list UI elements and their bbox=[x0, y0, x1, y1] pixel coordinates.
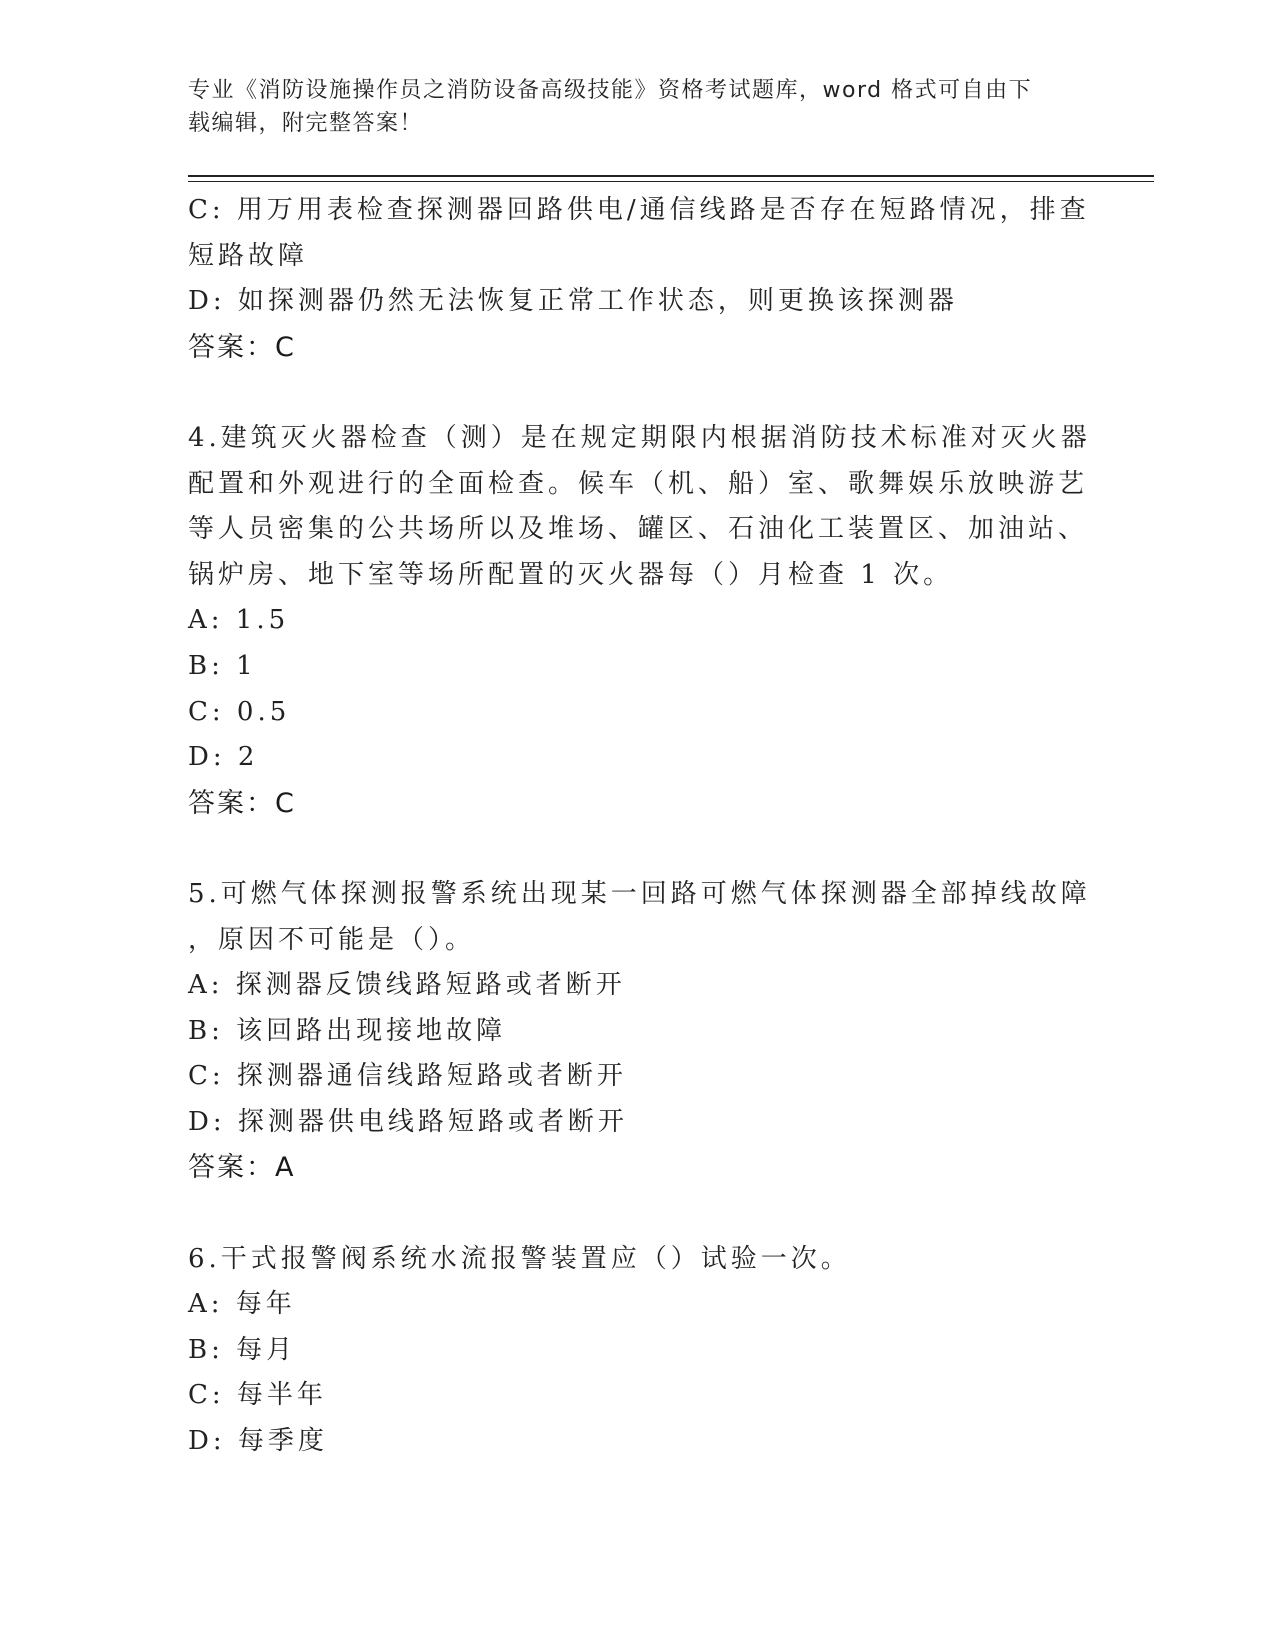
q4-stem-line-2: 配置和外观进行的全面检查。候车（机、船）室、歌舞娱乐放映游艺 bbox=[188, 468, 1089, 499]
q4-stem-line-1: 4.建筑灭火器检查（测）是在规定期限内根据消防技术标准对灭火器 bbox=[188, 422, 1091, 453]
prev-option-c-line-2: 短路故障 bbox=[188, 240, 309, 271]
q6-stem-line-1: 6.干式报警阀系统水流报警装置应（）试验一次。 bbox=[188, 1243, 851, 1274]
question-content bbox=[188, 188, 1091, 1465]
q4-stem-line-4: 锅炉房、地下室等场所配置的灭火器每（）月检查 1 次。 bbox=[188, 559, 954, 590]
q4-option-a: A: 1.5 bbox=[188, 605, 290, 636]
q4-option-c: C: 0.5 bbox=[188, 696, 291, 727]
q4-option-d: D: 2 bbox=[188, 742, 259, 773]
q4-stem-line-3: 等人员密集的公共场所以及堆场、罐区、石油化工装置区、加油站、 bbox=[188, 514, 1089, 545]
q6-option-c: C: 每半年 bbox=[188, 1380, 327, 1411]
header-divider-thin bbox=[188, 181, 1154, 182]
q5-option-b: B: 该回路出现接地故障 bbox=[188, 1015, 507, 1046]
document-header bbox=[188, 74, 1068, 140]
q5-option-a: A: 探测器反馈线路短路或者断开 bbox=[188, 970, 626, 1001]
q6-option-a: A: 每年 bbox=[188, 1289, 296, 1320]
q5-option-d: D: 探测器供电线路短路或者断开 bbox=[188, 1106, 628, 1137]
header-line-1: 专业《消防设施操作员之消防设备高级技能》资格考试题库，word 格式可自由下 bbox=[188, 78, 1033, 103]
q5-answer: 答案：A bbox=[188, 1152, 296, 1184]
spacer bbox=[188, 1191, 1068, 1237]
header-line-2: 载编辑，附完整答案！ bbox=[188, 111, 424, 136]
q5-stem-line-1: 5.可燃气体探测报警系统出现某一回路可燃气体探测器全部掉线故障 bbox=[188, 878, 1091, 909]
header-divider-thick bbox=[188, 175, 1154, 177]
q4-answer: 答案：C bbox=[188, 787, 296, 819]
prev-option-c-line-1: C: 用万用表检查探测器回路供电/通信线路是否存在短路情况，排查 bbox=[188, 195, 1090, 225]
spacer bbox=[188, 826, 1068, 872]
q6-option-b: B: 每月 bbox=[188, 1334, 297, 1365]
q5-option-c: C: 探测器通信线路短路或者断开 bbox=[188, 1061, 627, 1092]
q6-option-d: D: 每季度 bbox=[188, 1426, 328, 1457]
spacer bbox=[188, 370, 1068, 416]
q4-option-b: B: 1 bbox=[188, 650, 257, 681]
prev-answer: 答案：C bbox=[188, 331, 296, 363]
prev-option-d: D: 如探测器仍然无法恢复正常工作状态，则更换该探测器 bbox=[188, 286, 958, 317]
q5-stem-line-2: ，原因不可能是（）。 bbox=[188, 924, 476, 955]
